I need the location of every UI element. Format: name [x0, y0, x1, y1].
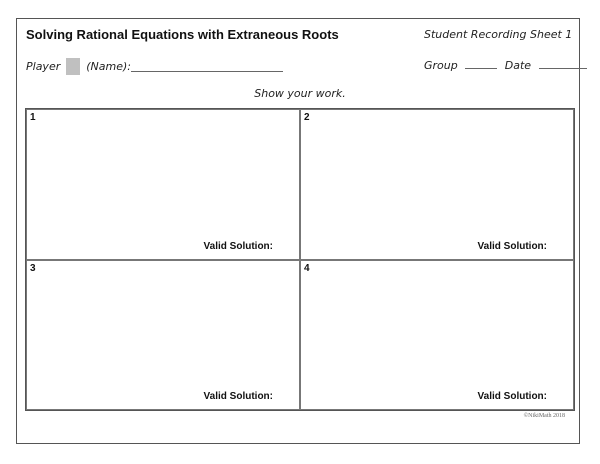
date-field[interactable]	[539, 58, 587, 69]
player-row	[26, 58, 283, 75]
group-field[interactable]	[465, 58, 497, 69]
problem-number: 4	[304, 262, 310, 274]
problem-number: 1	[30, 112, 36, 123]
sheet-label: Student Recording Sheet 1	[424, 28, 573, 41]
date-label: Date	[504, 59, 532, 72]
problem-box-4[interactable]	[300, 260, 574, 411]
problem-box-3[interactable]	[26, 260, 300, 411]
group-label: Group	[424, 59, 458, 72]
name-field[interactable]	[131, 61, 283, 72]
problem-box-1[interactable]	[26, 109, 300, 260]
worksheet-title: Solving Rational Equations with Extraneous Roots	[26, 27, 339, 42]
problem-number: 3	[30, 262, 36, 274]
player-color-box	[66, 58, 80, 75]
group-date-row	[424, 58, 587, 72]
problem-number: 2	[304, 112, 310, 123]
name-label: (Name):	[86, 60, 131, 73]
valid-solution-label: Valid Solution:	[203, 240, 273, 252]
valid-solution-label: Valid Solution:	[477, 391, 547, 402]
copyright: ©NikiMath 2018	[523, 413, 565, 419]
valid-solution-label: Valid Solution:	[477, 240, 547, 252]
problem-grid	[25, 108, 575, 411]
problem-box-2[interactable]	[300, 109, 574, 260]
instruction: Show your work.	[254, 87, 346, 100]
player-label: Player	[26, 60, 61, 73]
valid-solution-label: Valid Solution:	[203, 391, 273, 402]
